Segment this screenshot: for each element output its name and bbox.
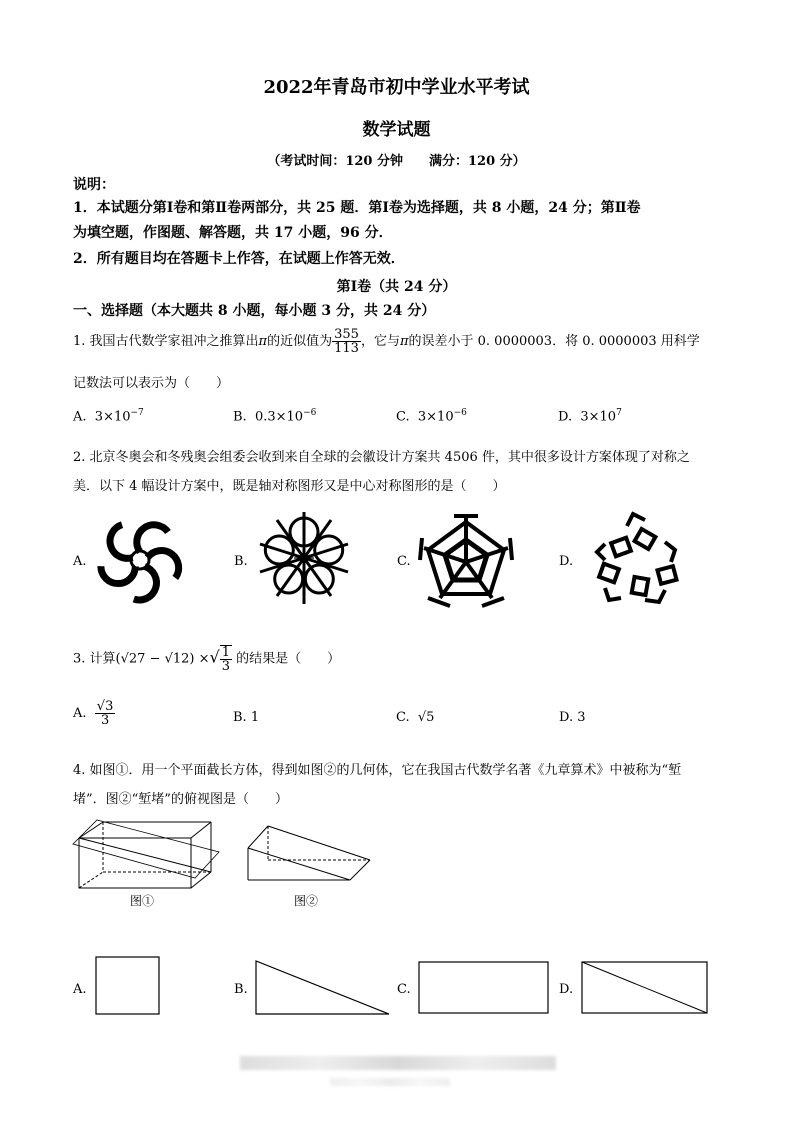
q4-option-a-image	[95, 956, 161, 1016]
exam-info: （考试时间：120 分钟 满分：120 分）	[267, 154, 526, 169]
fraction-denominator: 3	[221, 659, 231, 674]
emblem-d-image	[580, 505, 690, 615]
q3-option-a	[73, 700, 115, 727]
instruction-item-1-cont: 为填空题，作图题、解答题，共 17 小题，96 分．	[73, 225, 393, 241]
option-label: D.	[559, 710, 574, 725]
option-label: A.	[73, 409, 87, 425]
option-label: B.	[233, 710, 247, 725]
option-mantissa: 3×10	[94, 409, 131, 425]
q4-option-b: B.	[234, 982, 248, 997]
fraction-denominator: 3	[100, 713, 110, 728]
q3-option-b	[233, 710, 259, 725]
option-mantissa: 3×10	[417, 409, 454, 425]
pi-symbol: π	[399, 334, 409, 349]
question-1-text	[73, 328, 700, 355]
q1-part-a: 1. 我国古代数学家祖冲之推算出	[73, 334, 259, 349]
q4-option-d: D.	[559, 982, 574, 997]
blurred-watermark-2	[330, 1078, 450, 1086]
section-heading: 一、选择题（本大题共 8 小题，每小题 3 分，共 24 分）	[73, 303, 436, 319]
option-label: A.	[73, 706, 87, 721]
q3-option-c	[396, 710, 434, 725]
emblem-b-image	[254, 506, 354, 610]
fraction-numerator: √3	[96, 699, 114, 714]
figure-2-caption: 图②	[294, 894, 319, 908]
q3-option-a-fraction	[95, 700, 116, 727]
question-2-line2: 美．以下 4 幅设计方案中，既是轴对称图形又是中心对称图形的是（ ）	[73, 479, 506, 494]
question-4-line2: 堵”．图②“堑堵”的俯视图是（ ）	[73, 792, 288, 807]
question-2-text: 2. 北京冬奥会和冬残奥会组委会收到来自全球的会徽设计方案共 4506 件，其中很多设计方案体现了对称之	[73, 450, 690, 465]
instruction-item-1: 1．本试题分第Ⅰ卷和第Ⅱ卷两部分，共 25 题．第Ⅰ卷为选择题，共 8 小题，24 分；第Ⅱ卷	[73, 200, 641, 216]
q4-option-d-image	[581, 961, 709, 1015]
q2-option-a: A.	[73, 554, 87, 569]
option-exponent: −6	[453, 408, 467, 418]
option-exponent: 7	[616, 408, 622, 418]
option-label: C.	[396, 409, 410, 425]
option-value: 3	[577, 710, 586, 725]
blurred-watermark	[240, 1056, 556, 1070]
option-mantissa: 3×10	[580, 409, 617, 425]
q1-option-c	[396, 408, 467, 424]
option-mantissa: 0.3×10	[254, 409, 304, 425]
instructions-label: 说明：	[73, 177, 115, 193]
q1-fraction	[332, 328, 361, 355]
q1-part-d: 的误差小于 0. 0000003．将 0. 0000003 用科学	[408, 334, 700, 349]
q2-option-d: D.	[559, 554, 574, 569]
option-label: D.	[558, 409, 573, 425]
q4-option-a: A.	[73, 982, 87, 997]
q1-option-a	[73, 408, 144, 424]
volume-title: 第Ⅰ卷（共 24 分）	[336, 279, 457, 295]
instruction-item-2: 2．所有题目均在答题卡上作答，在试题上作答无效．	[73, 251, 405, 267]
option-value: 1	[250, 710, 260, 725]
q4-option-b-image	[255, 960, 391, 1016]
emblem-a-image	[92, 512, 188, 608]
sqrt-sign: √	[209, 647, 220, 667]
q3-option-d	[559, 710, 586, 725]
question-4-text: 4. 如图①．用一个平面截长方体，得到如图②的几何体，它在我国古代数学名著《九章算术》中被称为“堑	[73, 763, 682, 778]
q3-part-a: 3. 计算	[73, 651, 116, 667]
question-3-text	[73, 645, 340, 673]
pi-symbol: π	[258, 334, 268, 349]
q1-part-c: ，它与	[360, 334, 400, 349]
exam-subtitle: 数学试题	[362, 120, 431, 140]
option-label: B.	[233, 409, 247, 425]
q2-option-c: C.	[397, 554, 411, 569]
fraction-numerator: 1	[221, 645, 231, 660]
option-value: √5	[417, 710, 435, 725]
q4-option-c: C.	[397, 982, 411, 997]
option-exponent: −6	[303, 408, 317, 418]
emblem-c-image	[416, 512, 516, 612]
q2-option-b: B.	[234, 554, 248, 569]
q1-option-d	[558, 408, 622, 424]
exam-title: 2022年青岛市初中学业水平考试	[263, 77, 530, 98]
fraction-numerator: 355	[334, 327, 359, 342]
option-label: C.	[396, 710, 410, 725]
fraction-denominator: 113	[334, 341, 359, 356]
q1-option-b	[233, 408, 316, 424]
q3-part-b: 的结果是（ ）	[236, 651, 341, 667]
option-exponent: −7	[130, 408, 144, 418]
q1-part-b: 的近似值为	[267, 334, 333, 349]
question-1-line2: 记数法可以表示为（ ）	[73, 376, 230, 391]
figure-2-image	[244, 822, 374, 884]
figure-1-image	[73, 816, 223, 894]
figure-1-caption: 图①	[130, 894, 155, 908]
q3-expression: (√27 − √12) ×	[115, 651, 210, 667]
q4-option-c-image	[418, 961, 550, 1015]
q3-fraction	[220, 645, 232, 673]
